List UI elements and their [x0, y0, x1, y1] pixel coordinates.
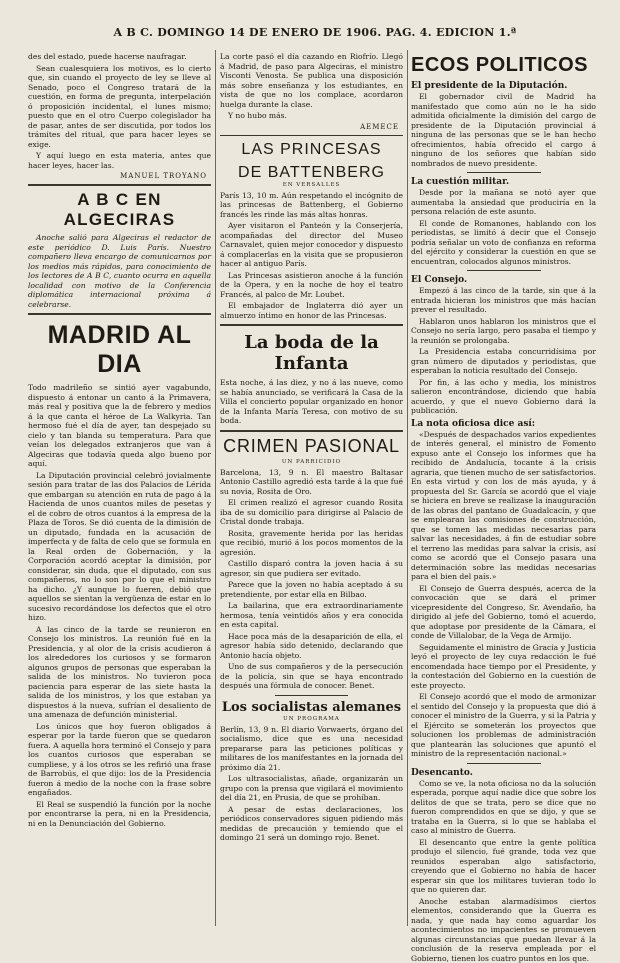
article-text: Desde por la mañana se notó ayer que aumentaba la ansiedad que produciría en la persona relación de este asunto. — [411, 188, 596, 217]
article-text: El gobernador civil de Madrid ha manifestado que como aún no le ha sido admitida oficialmente la dimisión del cargo de presidente de la Diputación provincial á ninguna de las personas que se le han hecho ofrecimientos, había ofrecido el cargo á ninguno de los señores que habían sido nombrados de nuevo presidente. — [411, 92, 596, 168]
article-text: Y no hubo más. — [220, 111, 403, 121]
headline-ecos-politicos: ECOS POLITICOS — [411, 54, 596, 77]
article-text: Ayer visitaron el Panteón y la Conserjería, acompañadas del director del Museo Carnavalet, quien mejor conocedor y dispuesto á complacerlas en la visita que se propusieron hacer al antiguo París. — [220, 221, 403, 269]
article-text: La Diputación provincial celebró jovialmente sesión para tratar de las dos Palacios de Lérida que embargan su atención en ruta de pago á la Hacienda de unos cuantos miles de pesetas y el de cobro de otros cuantos á la empresa de la Plaza de Toros. Se dió cuenta de la dimisión de un diputado, fundada en la acusación de imperfecta y de falta de celo que se formula en la Real orden de Gobernación, y la Corporación acordó aceptar la dimisión, por considerar, sin duda, que el diputado, con sus compañeros, no lo son por lo que el ministro ha dicho. ¿Y aunque lo fueren, debió que aquellos se sientan la vergüenza de estar en lo sucesivo recordándose los defectos que el otro hizo. — [28, 471, 211, 623]
article-text: A pesar de estas declaraciones, los periódicos conservadores siguen pidiendo más medidas de precaución y temiendo que el domingo 21 será un domingo rojo. Benet. — [220, 805, 403, 843]
article-text: La Presidencia estaba concurridísima por gran número de diputados y periodistas, que esperaban la noticia resultado del Consejo. — [411, 347, 596, 376]
article-text: Seguidamente el ministro de Gracia y Justicia leyó el proyecto de ley cuya redacción le fué encomendada hace tiempo por el Presidente, y la contestación del Gobierno en la cuestión de este proyecto. — [411, 643, 596, 691]
article-text: El Consejo de Guerra después, acerca de la convocación que se dará el primer vicepresidente del Congreso, Sr. Avendaño, ha dirigido al jefe del Gobierno, tomó el acuerdo, que adoptase por presidente de la Cámara, el conde de Villalobar, de la Vega de Armijo. — [411, 584, 596, 641]
article-text: Castillo disparó contra la joven hacia á su agresor, sin que pudiera ser evitado. — [220, 559, 403, 578]
author-signature: AEMECE — [220, 123, 399, 131]
article-text: Anoche estaban alarmadísimos ciertos elementos, considerando que la Guerra es nada, y que nada hay como aguardar los acontecimientos no impacientes se promueven algunas circunstancias que puedan llevar á la conclusión de la reserva empleada por el Gobierno, tienen los cuatro puntos en los que. — [411, 897, 596, 963]
article-text: Esta noche, á las diez, y no á las nueve, como se había anunciado, se verificará la Casa de la Villa el concierto popular organizado en honor de la Infanta María Teresa, con motivo de su boda. — [220, 378, 403, 426]
article-text: París 13, 10 m. Aún respetando el incógnito de las princesas de Battenberg, el Gobierno francés les rinde las más altas honras. — [220, 191, 403, 220]
article-text: Sean cualesquiera los motivos, es lo cierto que, sin cuando el proyecto de ley se lleve al Senado, poco el Congreso tratará de la cuestión, en forma de pregunta, interpelación ó proposición incidental, el lunes mismo; puesto que en el otro Cuerpo colegislador ha de pasar, antes de ser discutida, por todos los trámites del ritual, que para hacer leyes se exige. — [28, 64, 211, 150]
column-middle — [220, 52, 403, 928]
article-text: El embajador de Inglaterra dió ayer un almuerzo íntimo en honor de las Princesas. — [220, 301, 403, 320]
article-text: Parece que la joven no había aceptado á su pretendiente, por estar ella en Bilbao. — [220, 580, 403, 599]
article-text: Todo madrileño se sintió ayer vagabundo, dispuesto á entonar un canto á la Primavera, más real y positiva que la de febrero y medios á la que canta el héroe de La Walkyria. Tan hermoso fué el día de ayer, tan despejado su cielo y tan blanda su temperatura. Para que veían los delegados extranjeros que van á Algeciras que todavía queda algo bueno por aquí. — [28, 383, 211, 469]
article-text: El desencanto que entre la gente política produjo el silencio, fué grande, toda vez que reunidos esperaban algo satisfactorio, creyendo que el Gobierno no había de hacer esperar sin que los militares tuvieran todo lo que no quieren dar. — [411, 838, 596, 895]
divider — [467, 270, 541, 271]
article-text: Uno de sus compañeros y de la persecución de la policía, sin que se haya encontrado después una fórmula de conocer. Benet. — [220, 662, 403, 691]
article-text: des del estado, puede hacerse naufragar. — [28, 52, 211, 62]
headline-boda-infanta: La boda de la Infanta — [220, 332, 403, 374]
article-text: El Real se suspendió la función por la noche por encontrarse la pera, ni en la Presidencia, ni en la Denunciación del Gobierno. — [28, 800, 211, 829]
article-text: El conde de Romanones, hablando con los periodistas, se limitó á decir que el Consejo podría señalar un voto de confianza en reforma del ejército y considerar la cuestión en que se encuentran, colocados algunos ministros. — [411, 219, 596, 267]
headline-crimen-pasional: CRIMEN PASIONAL — [220, 436, 403, 457]
column-divider — [407, 50, 408, 926]
article-text: Las Princesas asistieron anoche á la función de la Opera, y en la noche de hoy el teatro Francés, al palco de Mr. Loubet. — [220, 271, 403, 300]
article-text: El Consejo acordó que el modo de armonizar el sentido del Consejo y la propuesta que dió á conocer el ministro de la Guerra, y si la Patria y el Ejército se someterán los proyectos que solucionen los problemas de administración que plantearán las soluciones que apuntó el ministro de la representación nacional.» — [411, 692, 596, 759]
section-heading: El Consejo. — [411, 275, 596, 285]
article-text: Hablaron unos hablaron los ministros que el Consejo no sería largo, pero pasaba el tiempo y la reunión se prolongaba. — [411, 317, 596, 346]
divider — [220, 430, 403, 432]
headline-princesas-line2: DE BATTENBERG — [220, 163, 403, 182]
article-text: «Después de despachados varios expedientes de interés general, el ministro de Fomento expuso ante el Consejo los informes que ha recibido de Andalucía, tocante á la crisis agraria, que tienen mucho de ser satisfactorios. En esta virtud y con los de más ayuda, y á propuesta del Sr. García se acordó que el viaje se hiciera en breve se realizase la inauguración de las obras del pantano de Guadalcacín, y que se emplearan las comisiones de construcción, que se tomen las medidas necesarias para salvar las necesidades, á fin de estudiar sobre el terreno las medidas para salvar la crisis, así como se acordó que el Consejo pasara una determinación sobre las medidas necesarias para el bien del país.» — [411, 430, 596, 582]
section-heading: El presidente de la Diputación. — [411, 81, 596, 91]
article-text: Rosita, gravemente herida por las heridas que recibió, murió á los pocos momentos de la agresión. — [220, 529, 403, 558]
divider — [467, 172, 541, 173]
subheading: UN PROGRAMA — [220, 716, 403, 722]
article-text: Como se ve, la nota oficiosa no da la solución esperada, porque aquí nadie dice que sobre los delitos de que se trata, pero se dice que no fueron comprendidos en que se dijo, y que se trataba en la Guerra, si lo que se hablaba el caso al ministro de Guerra. — [411, 779, 596, 836]
divider — [28, 313, 211, 315]
article-text: Berlín, 13, 9 n. El diario Vorwaerts, órgano del socialismo, dice que es una necesidad prepararse para las peticiones políticas y militares de los manifestantes en la jornada del próximo día 21. — [220, 725, 403, 773]
article-text: Anoche salió para Algeciras el redactor de este periódico D. Luis París. Nuestro compañero lleva encargo de comunicarnos por los medios más rápidos, para conocimiento de los lectores de A B C, cuanto ocurra en aquella localidad con motivo de la Conferencia diplomática internacional próxima á celebrarse. — [28, 233, 211, 309]
article-text: La bailarina, que era extraordinariamente hermosa, tenía veintidós años y era conocida en esta capital. — [220, 601, 403, 630]
article-text: Barcelona, 13, 9 n. El maestro Baltasar Antonio Castillo agredió esta tarde á la que fué su novia, Rosita de Oro. — [220, 468, 403, 497]
column-left — [28, 52, 211, 928]
column-right — [411, 52, 596, 928]
article-text: El crimen realizó el agresor cuando Rosita iba de su domicilio para dirigirse al Palacio de Cristal donde trabaja. — [220, 498, 403, 527]
article-text: Los únicos que hoy fueron obligados á esperar por la tarde fueron que se quedaron fuera. A aquella hora terminó el Consejo y para los cuantos curiosos que esperaban se cumpliese, y á los otros se les refirió una frase de Barrobús, el que dijo: los de la Presidencia fueron á medio de la noche con la frase sobre engañados. — [28, 722, 211, 798]
article-text: A las cinco de la tarde se reunieron en Consejo los ministros. La reunión fué en la Presidencia, y al olor de la crisis acudieron á los alrededores los curiosos y se formaron algunos grupos de personas que esperaban la salida de los ministros. No tuvieron poca paciencia para esperar de las siete hasta la salida de los ministros, y los que estaban ya dispuestos á la nueva, sufrían el desaliento de una amenaza de defunción ministerial. — [28, 625, 211, 720]
headline-madrid-al-dia: MADRID AL DIA — [28, 321, 211, 379]
article-text: Por fin, á las ocho y media, los ministros salieron encontrándose, diciendo que había acuerdo, y que el nuevo Gobierno dará la publicación. — [411, 378, 596, 416]
divider — [275, 695, 348, 696]
article-text: Empezó á las cinco de la tarde, sin que á la entrada hicieran los ministros que más hacían prever el resultado. — [411, 286, 596, 315]
headline-socialistas-alemanes: Los socialistas alemanes — [220, 700, 403, 715]
subheading: UN PARRICIDIO — [220, 459, 403, 465]
divider — [220, 324, 403, 326]
article-text: Hace poca más de la desaparición de ella, el agresor había sido detenido, declarando que Antonio hacía objeto. — [220, 632, 403, 661]
divider — [220, 135, 403, 136]
divider — [28, 184, 211, 186]
headline-abc-algeciras: A B C EN ALGECIRAS — [28, 190, 211, 230]
section-heading: La nota oficiosa dice así: — [411, 419, 596, 429]
headline-princesas-line1: LAS PRINCESAS — [220, 140, 403, 159]
divider — [467, 763, 541, 764]
page-masthead: A B C. DOMINGO 14 DE ENERO DE 1906. PAG. 4. EDICION 1.ª — [30, 26, 600, 39]
section-heading: Desencanto. — [411, 768, 596, 778]
section-heading: La cuestión militar. — [411, 177, 596, 187]
column-divider — [215, 50, 216, 926]
article-text: Y aquí luego en esta materia, antes que hacer leyes, hacer las. — [28, 151, 211, 170]
article-text: La corte pasó el día cazando en Riofrío. Llegó á Madrid, de paso para Algeciras, el ministro Visconti Venosta. Se publica una disposición más sobre enseñanza y los estudiantes, en vista de que no los complace, acordaron huelga durante la clase. — [220, 52, 403, 109]
article-text: Los ultrasocialistas, añade, organizarán un grupo con la prensa que vigilará el movimiento del día 21, en Prusia, de que se prohíban. — [220, 774, 403, 803]
author-signature: MANUEL TROYANO — [28, 172, 207, 180]
subheading: EN VERSALLES — [220, 182, 403, 188]
